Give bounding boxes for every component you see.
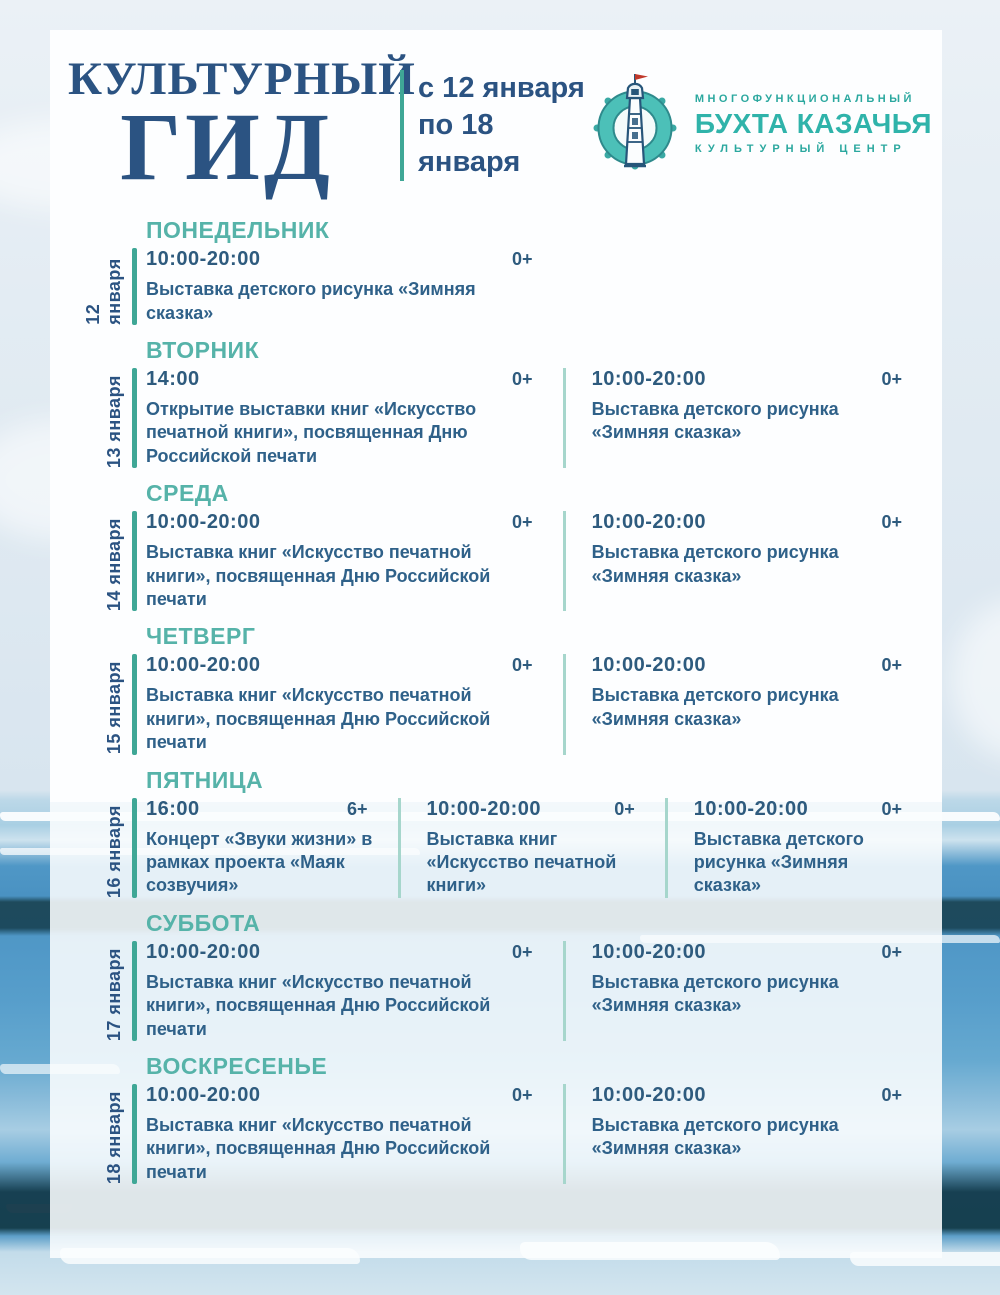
event-age-rating: 0+ bbox=[512, 249, 533, 270]
date-accent-bar bbox=[132, 798, 137, 898]
poster-header bbox=[68, 53, 932, 200]
event-head bbox=[146, 941, 541, 964]
event-head bbox=[146, 511, 541, 534]
event-title: Выставка детского рисунка «Зимняя сказка» bbox=[591, 1114, 839, 1159]
day-name: СРЕДА bbox=[146, 480, 229, 507]
event-time: 10:00-20:00 bbox=[591, 368, 707, 391]
event-age-rating: 0+ bbox=[881, 655, 902, 676]
event-time: 10:00-20:00 bbox=[591, 940, 707, 963]
date-rail bbox=[68, 654, 146, 754]
event-card bbox=[146, 1084, 563, 1184]
day-date: 17 января bbox=[104, 947, 124, 1041]
event-time: 10:00-20:00 bbox=[426, 797, 541, 820]
event-head bbox=[427, 798, 643, 821]
event-card bbox=[146, 654, 563, 754]
event-card bbox=[665, 798, 932, 898]
day-row bbox=[68, 368, 932, 468]
day-section bbox=[68, 337, 932, 468]
event-columns bbox=[146, 941, 932, 1041]
event-age-rating: 0+ bbox=[881, 798, 902, 819]
event-card bbox=[563, 1084, 932, 1184]
event-title: Выставка книг «Искусство печатной книги», посвященная Дню Российской печати bbox=[146, 542, 491, 610]
day-name: ВОСКРЕСЕНЬЕ bbox=[146, 1052, 328, 1079]
date-rail bbox=[68, 511, 146, 611]
event-head bbox=[592, 941, 910, 964]
day-name: СУББОТА bbox=[146, 909, 261, 936]
event-time: 14:00 bbox=[146, 368, 200, 391]
event-time: 10:00-20:00 bbox=[591, 511, 707, 534]
date-rail bbox=[68, 368, 146, 468]
event-title: Выставка детского рисунка «Зимняя сказка» bbox=[146, 279, 476, 323]
event-card bbox=[146, 798, 398, 898]
event-age-rating: 6+ bbox=[346, 798, 368, 819]
day-date: 12 января bbox=[83, 258, 124, 326]
day-date: 13 января bbox=[104, 375, 124, 469]
event-time: 10:00-20:00 bbox=[146, 654, 261, 677]
event-card bbox=[146, 248, 563, 325]
event-time: 10:00-20:00 bbox=[591, 1083, 707, 1106]
brand-text bbox=[695, 93, 932, 155]
event-age-rating: 0+ bbox=[881, 369, 902, 390]
event-title: Концерт «Звуки жизни» в рамках проекта «Маяк созвучия» bbox=[146, 828, 373, 896]
event-time: 10:00-20:00 bbox=[693, 797, 809, 820]
day-section bbox=[68, 767, 932, 898]
event-time: 10:00-20:00 bbox=[591, 654, 707, 677]
date-accent-bar bbox=[132, 368, 137, 468]
day-row bbox=[68, 248, 932, 325]
event-title: Выставка детского рисунка «Зимняя сказка» bbox=[693, 828, 864, 896]
event-card bbox=[146, 368, 563, 468]
day-section bbox=[68, 1053, 932, 1184]
day-name: ВТОРНИК bbox=[146, 337, 260, 364]
event-head bbox=[592, 368, 910, 391]
event-title: Выставка книг «Искусство печатной книги», посвященная Дню Российской печати bbox=[146, 685, 491, 753]
event-age-rating: 0+ bbox=[614, 798, 635, 819]
day-date: 14 января bbox=[104, 518, 124, 612]
event-card bbox=[563, 654, 932, 754]
brand-subtitle-top: МНОГОФУНКЦИОНАЛЬНЫЙ bbox=[694, 93, 915, 105]
date-range bbox=[400, 70, 585, 181]
event-title: Открытие выставки книг «Искусство печатной книги», посвященная Дню Российской печати bbox=[146, 399, 477, 466]
date-accent-bar bbox=[132, 511, 137, 611]
day-name: ПЯТНИЦА bbox=[146, 766, 264, 793]
date-accent-bar bbox=[132, 1084, 137, 1184]
date-range-to: по 18 января bbox=[418, 109, 521, 179]
event-columns bbox=[146, 368, 932, 468]
date-rail bbox=[68, 248, 146, 325]
event-head bbox=[146, 1084, 541, 1107]
brand-block bbox=[585, 68, 932, 180]
day-row bbox=[68, 654, 932, 754]
event-title: Выставка книг «Искусство печатной книги», посвященная Дню Российской печати bbox=[146, 1114, 491, 1182]
event-head bbox=[146, 368, 541, 391]
date-accent-bar bbox=[132, 248, 137, 325]
event-time: 10:00-20:00 bbox=[146, 1083, 261, 1106]
poster-title-line2: ГИД bbox=[120, 93, 334, 200]
event-card bbox=[146, 941, 563, 1041]
event-head bbox=[592, 511, 910, 534]
date-rail bbox=[68, 941, 146, 1041]
schedule bbox=[68, 217, 932, 1184]
event-head bbox=[146, 654, 541, 677]
event-head bbox=[592, 1084, 910, 1107]
event-age-rating: 0+ bbox=[881, 1084, 902, 1105]
event-age-rating: 0+ bbox=[512, 512, 533, 533]
event-title: Выставка книг «Искусство печатной книги», посвященная Дню Российской печати bbox=[146, 971, 491, 1039]
event-head bbox=[592, 654, 910, 677]
day-date: 15 января bbox=[104, 661, 124, 755]
event-columns bbox=[146, 248, 932, 325]
day-section bbox=[68, 217, 932, 325]
day-section bbox=[68, 480, 932, 611]
event-head bbox=[694, 798, 910, 821]
event-time: 10:00-20:00 bbox=[146, 511, 261, 534]
date-accent-bar bbox=[132, 654, 137, 754]
day-row bbox=[68, 941, 932, 1041]
event-card bbox=[563, 941, 932, 1041]
date-rail bbox=[68, 798, 146, 898]
day-section bbox=[68, 910, 932, 1041]
event-age-rating: 0+ bbox=[512, 369, 533, 390]
event-time: 16:00 bbox=[146, 797, 200, 820]
event-columns bbox=[146, 511, 932, 611]
date-accent-bar bbox=[132, 941, 137, 1041]
event-head bbox=[146, 798, 376, 821]
day-row bbox=[68, 1084, 932, 1184]
brand-subtitle-bottom: КУЛЬТУРНЫЙ ЦЕНТР bbox=[694, 143, 907, 155]
day-name: ПОНЕДЕЛЬНИК bbox=[146, 217, 330, 244]
date-range-from: с 12 января bbox=[418, 72, 585, 104]
day-name: ЧЕТВЕРГ bbox=[146, 623, 256, 650]
ship-wheel-lighthouse-icon bbox=[585, 68, 685, 180]
day-section bbox=[68, 623, 932, 754]
poster-title-line1: КУЛЬТУРНЫЙ bbox=[68, 53, 416, 105]
event-head bbox=[146, 248, 541, 271]
date-rail bbox=[68, 1084, 146, 1184]
day-row bbox=[68, 511, 932, 611]
event-age-rating: 0+ bbox=[512, 1084, 533, 1105]
poster-panel bbox=[50, 30, 942, 1258]
event-time: 10:00-20:00 bbox=[146, 248, 261, 271]
event-age-rating: 0+ bbox=[881, 941, 902, 962]
event-title: Выставка детского рисунка «Зимняя сказка» bbox=[591, 971, 839, 1016]
brand-name: БУХТА КАЗАЧЬЯ bbox=[694, 108, 932, 139]
event-title: Выставка детского рисунка «Зимняя сказка» bbox=[591, 685, 839, 729]
event-columns bbox=[146, 1084, 932, 1184]
event-card bbox=[563, 511, 932, 611]
day-date: 16 января bbox=[104, 804, 124, 898]
event-age-rating: 0+ bbox=[881, 512, 902, 533]
event-time: 10:00-20:00 bbox=[146, 940, 261, 963]
event-age-rating: 0+ bbox=[512, 941, 533, 962]
day-date: 18 января bbox=[104, 1091, 124, 1185]
event-card bbox=[146, 511, 563, 611]
event-title: Выставка детского рисунка «Зимняя сказка» bbox=[591, 542, 839, 586]
event-card bbox=[398, 798, 665, 898]
event-card bbox=[563, 368, 932, 468]
event-age-rating: 0+ bbox=[512, 655, 533, 676]
day-row bbox=[68, 798, 932, 898]
event-title: Выставка книг «Искусство печатной книги» bbox=[426, 828, 617, 896]
event-title: Выставка детского рисунка «Зимняя сказка» bbox=[591, 399, 839, 443]
event-columns bbox=[146, 798, 932, 898]
event-columns bbox=[146, 654, 932, 754]
poster-title bbox=[68, 53, 416, 200]
